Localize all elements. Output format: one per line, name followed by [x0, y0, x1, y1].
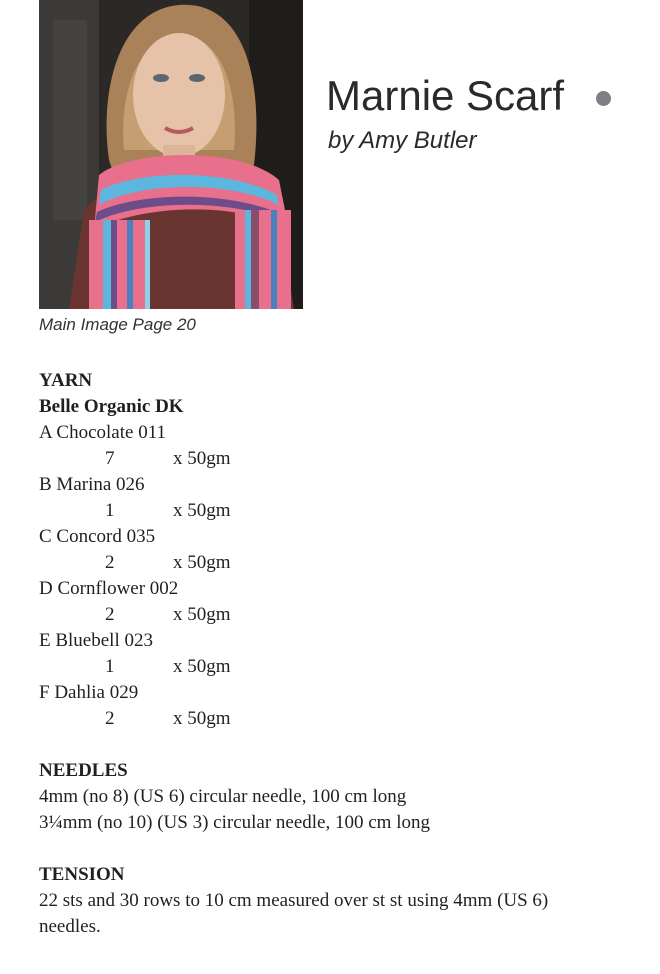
yarn-name: Belle Organic DK	[39, 396, 184, 417]
yarn-weight: x 50gm	[173, 708, 231, 729]
yarn-color-label: D Cornflower 002	[39, 578, 179, 599]
yarn-color-label: A Chocolate 011	[39, 422, 166, 443]
yarn-quantity: 2	[105, 708, 115, 729]
yarn-weight: x 50gm	[173, 604, 231, 625]
yarn-color-label: C Concord 035	[39, 526, 156, 547]
needle-line: 3¼mm (no 10) (US 3) circular needle, 100 cm long	[39, 812, 430, 833]
tension-line: needles.	[39, 916, 101, 937]
page-title: Marnie Scarf	[326, 72, 565, 119]
yarn-quantity: 2	[105, 552, 115, 573]
yarn-quantity: 2	[105, 604, 115, 625]
yarn-quantity: 1	[105, 656, 115, 677]
yarn-weight: x 50gm	[173, 448, 231, 469]
yarn-quantity-row	[39, 498, 639, 524]
section-spacer	[39, 836, 639, 862]
main-photo	[39, 0, 303, 309]
needles-heading: NEEDLES	[39, 760, 128, 781]
tension-line: 22 sts and 30 rows to 10 cm measured over st st using 4mm (US 6)	[39, 890, 549, 911]
yarn-weight: x 50gm	[173, 500, 231, 521]
yarn-quantity: 1	[105, 500, 115, 521]
yarn-color-label: B Marina 026	[39, 474, 145, 495]
yarn-quantity-row	[39, 550, 639, 576]
yarn-weight: x 50gm	[173, 552, 231, 573]
yarn-color-label: F Dahlia 029	[39, 682, 139, 703]
model-wearing-scarf-image	[39, 0, 303, 309]
yarn-quantity-row	[39, 602, 639, 628]
yarn-color-label: E Bluebell 023	[39, 630, 153, 651]
yarn-heading: YARN	[39, 370, 93, 391]
yarn-quantity-row	[39, 654, 639, 680]
yarn-quantity: 7	[105, 448, 115, 469]
photo-caption: Main Image Page 20	[39, 315, 196, 334]
tension-heading: TENSION	[39, 864, 125, 885]
yarn-weight: x 50gm	[173, 656, 231, 677]
yarn-quantity-row	[39, 446, 639, 472]
section-spacer	[39, 732, 639, 758]
bullet-dot-icon	[596, 91, 611, 106]
yarn-quantity-row	[39, 706, 639, 732]
designer-byline: by Amy Butler	[328, 127, 477, 154]
needle-line: 4mm (no 8) (US 6) circular needle, 100 cm long	[39, 786, 407, 807]
pattern-details	[39, 368, 639, 940]
